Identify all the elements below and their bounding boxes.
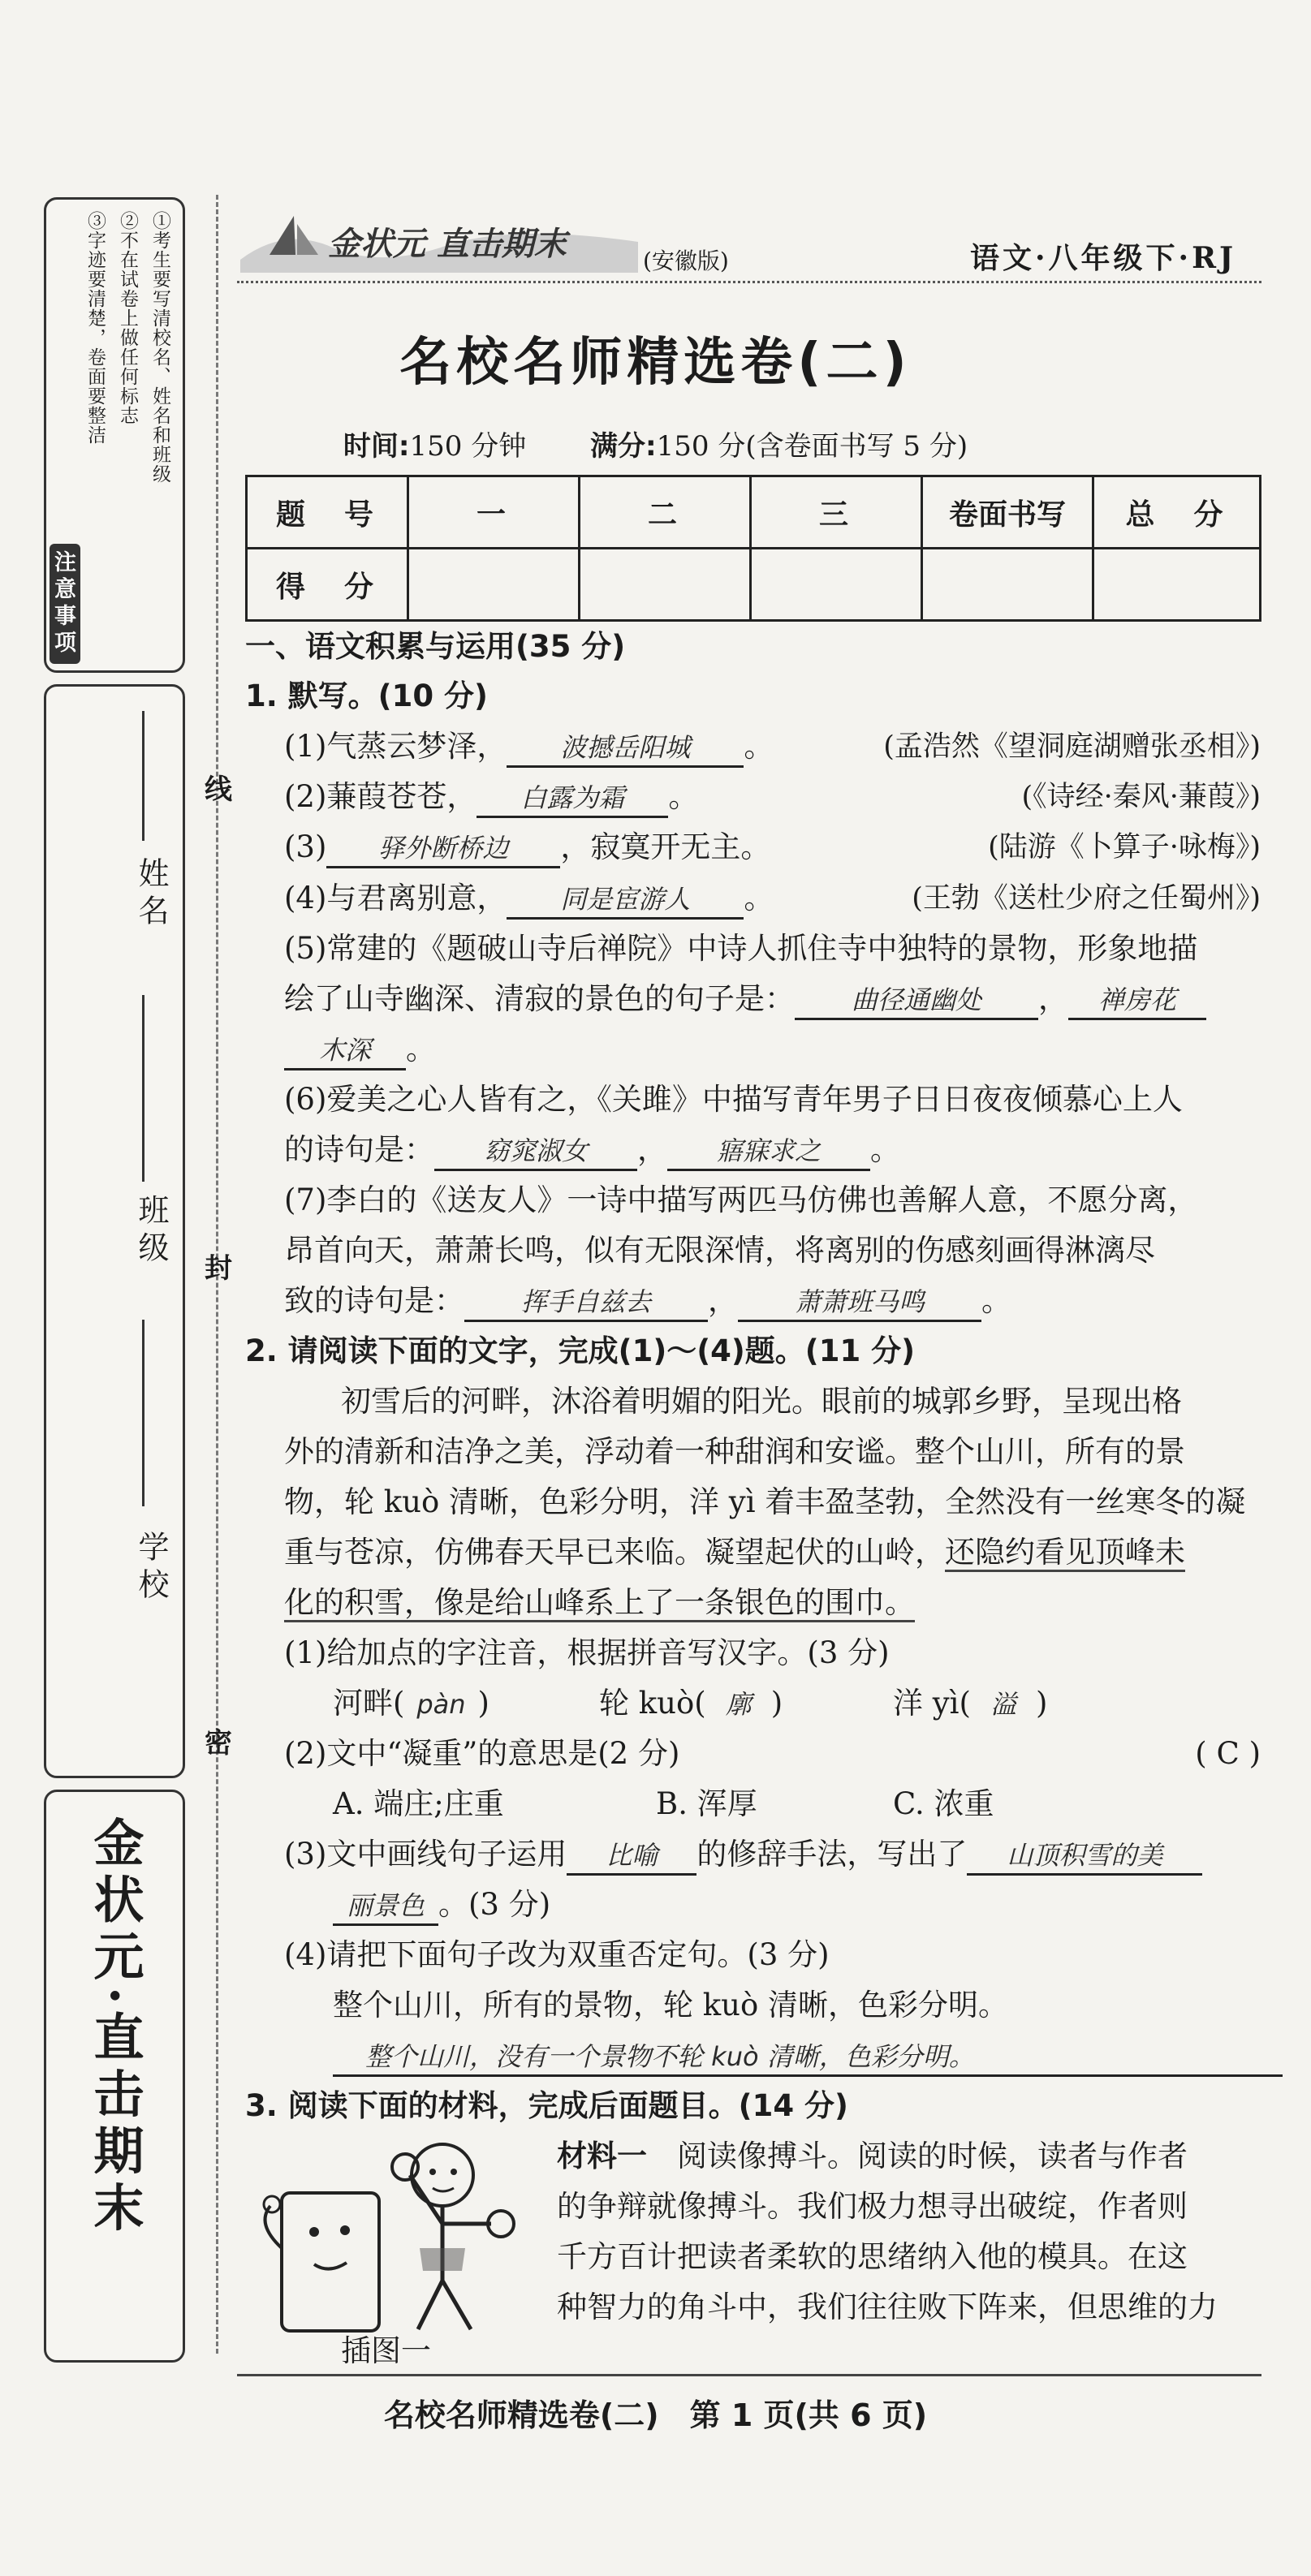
section-heading: 一、语文积累与运用(35 分) [245, 629, 626, 664]
answer-text: 窈窕淑女 [434, 1133, 637, 1171]
score-input[interactable] [1093, 549, 1261, 621]
answer-text: 波撼岳阳城 [507, 730, 744, 768]
material-1-line4: 种智力的角斗中，我们往往败下阵来，但思维的力 [557, 2290, 1218, 2324]
answer-text: 溢 [990, 1689, 1016, 1720]
time-value: 150 分钟 [409, 430, 527, 463]
table-cell: 一 [408, 476, 580, 549]
answer-text: pàn [416, 1689, 466, 1720]
material-1-line3: 千方百计把读者柔软的思绪纳入他的模具。在这 [557, 2239, 1188, 2274]
underlined-sentence: 化的积雪，像是给山峰系上了一条银色的围巾。 [284, 1585, 915, 1622]
notice-item: ②不在试卷上做任何标志 [117, 211, 138, 425]
score-input[interactable] [580, 549, 751, 621]
option-b: B. 浑厚 [656, 1786, 757, 1821]
question-2-heading: 2. 请阅读下面的文字，完成(1)～(4)题。(11 分) [245, 1333, 916, 1368]
school-label: 学校 [133, 1531, 169, 1605]
name-field[interactable] [142, 711, 144, 841]
source-citation: (孟浩然《望洞庭湖赠张丞相》) [883, 730, 1261, 763]
page-title: 名校名师精选卷(二) [399, 333, 912, 393]
q1-item-7-line1: (7)李白的《送友人》一诗中描写两匹马仿佛也善解人意，不愿分离， [284, 1182, 1198, 1217]
q2-sub-3-line2: 丽景色 。(3 分) [333, 1887, 550, 1926]
answer-text: 白露为霜 [477, 780, 668, 818]
answer-text: 寤寐求之 [667, 1133, 870, 1171]
brand-box [44, 1790, 185, 2363]
q1-item-6-line2: 的诗句是： 窈窕淑女 ， 寤寐求之 。 [284, 1132, 900, 1171]
q2-sub-1-a: 河畔( pàn ) [333, 1686, 489, 1721]
school-field[interactable] [142, 1320, 144, 1506]
q2-sub-1-c: 洋 yì( 溢 ) [893, 1686, 1048, 1721]
class-field[interactable] [142, 995, 144, 1182]
notice-item: ①考生要写清校名、姓名和班级 [149, 211, 170, 484]
page-footer: 名校名师精选卷(二) 第 1 页(共 6 页) [383, 2397, 928, 2433]
seal-char-secret: 密 [205, 1727, 232, 1760]
score-input[interactable] [751, 549, 922, 621]
q1-item-6-line1: (6)爱美之心人皆有之，《关雎》中描写青年男子日日夜夜倾慕心上人 [284, 1082, 1183, 1117]
answer-text: 挥手自兹去 [464, 1284, 708, 1322]
table-cell: 题 号 [247, 476, 408, 549]
source-citation: (《诗经·秦风·蒹葭》) [1021, 781, 1261, 813]
table-cell: 得 分 [247, 549, 408, 621]
full-score-value: 150 分(含卷面书写 5 分) [656, 430, 968, 463]
q1-item-3: (3) 驿外断桥边 ，寂寞开无主。 [284, 829, 770, 868]
answer-text: 廓 [725, 1689, 752, 1720]
table-cell: 总 分 [1093, 476, 1261, 549]
q1-item-5-line2: 绘了山寺幽深、清寂的景色的句子是： 曲径通幽处 ， 禅房花 [284, 981, 1206, 1020]
class-label: 班级 [133, 1194, 169, 1269]
q2-sub-1-b: 轮 kuò( 廓 ) [599, 1686, 783, 1721]
score-table-header [247, 476, 1261, 549]
q1-item-4: (4)与君离别意， 同是宦游人 。 [284, 881, 774, 920]
notice-label: 注意事项 [50, 544, 80, 664]
passage-line: 外的清新和洁净之美，浮动着一种甜润和安谧。整个山川，所有的景 [284, 1434, 1185, 1469]
logo-text: 金状元 直击期末 [328, 225, 567, 263]
option-c: C. 浓重 [893, 1786, 994, 1821]
notice-item: ③字迹要清楚，卷面要整洁 [84, 211, 106, 445]
q1-item-5-line3: 木深 。 [284, 1032, 436, 1070]
q1-item-1: (1)气蒸云梦泽， 波撼岳阳城 。 [284, 729, 774, 768]
answer-text: 曲径通幽处 [795, 982, 1038, 1020]
answer-text: 比喻 [567, 1837, 696, 1876]
question-1-heading: 1. 默写。(10 分) [245, 678, 488, 713]
full-score-label: 满分 [590, 430, 646, 463]
option-a: A. 端庄;庄重 [333, 1786, 504, 1821]
seal-char-line: 线 [205, 773, 232, 806]
q2-sub-4-heading: (4)请把下面句子改为双重否定句。(3 分) [284, 1937, 830, 1972]
passage-line: 物，轮 kuò 清晰，色彩分明，洋 yì 着丰盈茎勃，全然没有一丝寒冬的凝 [284, 1484, 1246, 1519]
q2-sub-2-heading: (2)文中“凝重”的意思是(2 分) [284, 1736, 680, 1771]
answer-text: 驿外断桥边 [326, 830, 560, 868]
q1-item-2: (2)蒹葭苍苍， 白露为霜 。 [284, 779, 698, 818]
student-info-box [44, 684, 185, 1778]
passage-line [284, 1585, 915, 1621]
exam-meta: 时间:150 分钟 满分:150 分(含卷面书写 5 分) [343, 430, 968, 463]
score-table [245, 475, 1261, 622]
time-label: 时间 [343, 430, 399, 463]
score-table-row [247, 549, 1261, 621]
header-rule [237, 281, 1261, 283]
q2-sub-1-heading: (1)给加点的字注音，根据拼音写汉字。(3 分) [284, 1635, 890, 1670]
score-input[interactable] [408, 549, 580, 621]
table-cell: 卷面书写 [922, 476, 1093, 549]
material-1-line2: 的争辩就像搏斗。我们极力想寻出破绽，作者则 [557, 2189, 1188, 2224]
score-input[interactable] [922, 549, 1093, 621]
answer-text: 萧萧班马鸣 [738, 1284, 981, 1322]
underlined-sentence: 还隐约看见顶峰未 [945, 1535, 1185, 1572]
illustration [248, 2126, 532, 2346]
q2-sub-3-line1: (3)文中画线句子运用 比喻 的修辞手法，写出了 山顶积雪的美 [284, 1837, 1202, 1876]
table-cell: 三 [751, 476, 922, 549]
passage-line: 初雪后的河畔，沐浴着明媚的阳光。眼前的城郭乡野，呈现出格 [341, 1384, 1182, 1419]
passage-line: 重与苍凉，仿佛春天早已来临。凝望起伏的山岭，还隐约看见顶峰未 [284, 1535, 1185, 1570]
answer-text: 山顶积雪的美 [967, 1837, 1202, 1876]
q2-sub-4-answer [333, 2038, 1250, 2077]
brand-logo: 金状元·直击期末 [85, 1816, 144, 2238]
table-cell: 二 [580, 476, 751, 549]
answer-choice: ( C ) [1195, 1736, 1261, 1771]
question-3-heading: 3. 阅读下面的材料，完成后面题目。(14 分) [245, 2088, 848, 2123]
seal-char-seal: 封 [205, 1252, 232, 1285]
answer-text: 木深 [284, 1032, 406, 1070]
q1-item-7-line3: 致的诗句是： 挥手自兹去 ， 萧萧班马鸣 。 [284, 1283, 1011, 1322]
answer-text: 禅房花 [1068, 982, 1206, 1020]
series-logo [237, 209, 641, 274]
q1-item-7-line2: 昂首向天，萧萧长鸣，似有无限深情，将离别的伤感刻画得淋漓尽 [284, 1233, 1155, 1268]
answer-text: 整个山川，没有一个景物不轮 kuò 清晰，色彩分明。 [333, 2039, 1283, 2077]
subject-label: 语文·八年级下·RJ [970, 241, 1237, 275]
answer-text: 同是宦游人 [507, 881, 744, 920]
answer-text: 丽景色 [333, 1888, 438, 1926]
material-1-line1: 材料一 阅读像搏斗。阅读的时候，读者与作者 [557, 2139, 1188, 2173]
source-citation: (陆游《卜算子·咏梅》) [988, 831, 1261, 864]
q1-item-5-line1: (5)常建的《题破山寺后禅院》中诗人抓住寺中独特的景物，形象地描 [284, 931, 1198, 966]
illustration-caption: 插图一 [341, 2333, 431, 2368]
material-label: 材料一 [557, 2139, 647, 2173]
q2-sub-4-sentence: 整个山川，所有的景物，轮 kuò 清晰，色彩分明。 [333, 1988, 1009, 2022]
edition-label: (安徽版) [643, 248, 729, 274]
source-citation: (王勃《送杜少府之任蜀州》) [912, 882, 1261, 915]
footer-rule [237, 2374, 1261, 2376]
name-label: 姓名 [133, 857, 169, 932]
